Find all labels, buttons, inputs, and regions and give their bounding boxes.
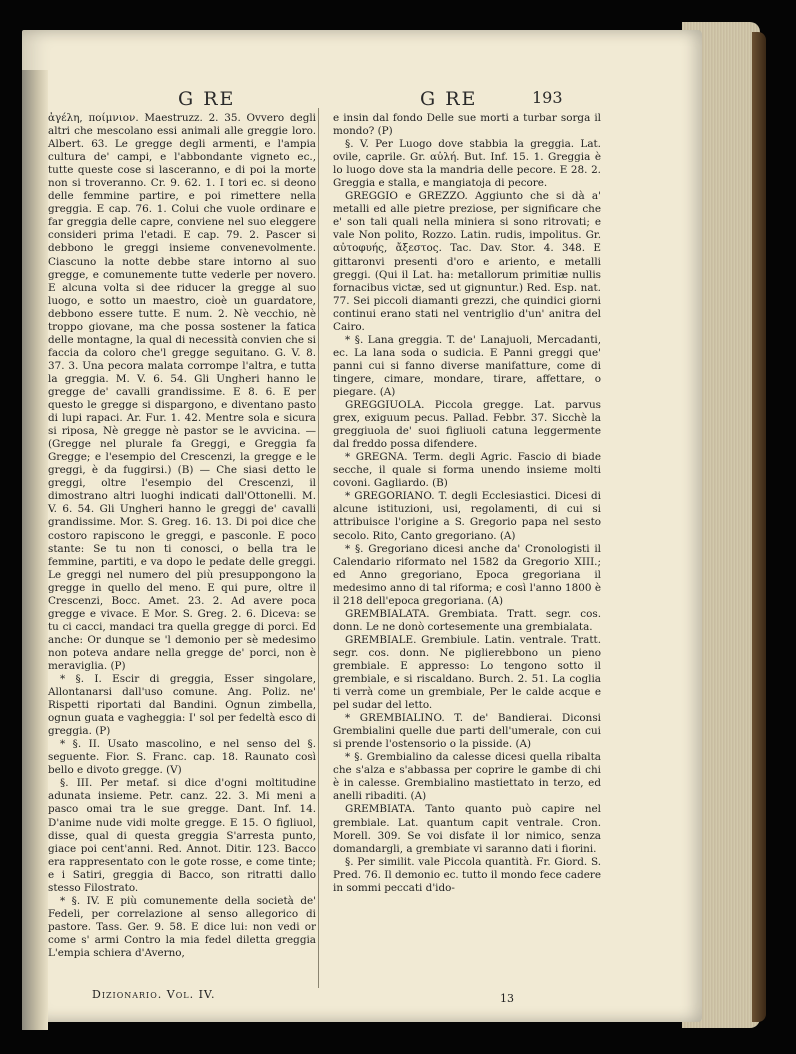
right-paragraph: GREMBIALE. Grembiule. Latin. ventrale. Tratt. segr. cos. donn. Ne piglierebbono un pieno grembiale. E appresso: Lo tengono sotto il grembiale, e si riscaldano. Burch. 2. 51. La coglia ti verrà come un grembiale, Per le calde acque e pel sudar del letto. [333,633,601,712]
right-paragraph: GREGGIO e GREZZO. Aggiunto che si dà a' metalli ed alle pietre preziose, per significare che e' son tali quali nella miniera si sono ritrovati; e vale Non polito, Rozzo. Latin. rudis, impolitus. Gr. αὐτοφυής, ἄξεστος. Tac. Dav. Stor. 4. 348. E gittaronvi presenti d'oro e ariento, e metalli greggi. (Qui il Lat. ha: metallorum primitiæ nullis fornacibus victæ, sed ut gignuntur.) Red. Esp. nat. 77. Sei piccoli diamanti grezzi, che quindici giorni continui erano stati nel ventriglio d'un' anitra del Cairo. [333,190,601,333]
left-paragraph: §. III. Per metaf. si dice d'ogni moltitudine adunata insieme. Petr. canz. 22. 3. Mi meni a pasco omai tra le sue gregge. Dant. Inf. 14. D'anime nude vidi molte gregge. E 15. O figliuol, disse, qual di questa greggia S'arresta punto, giace poi cent'anni. Red. Annot. Ditir. 123. Bacco era rappresentato con le gote rosse, e come tinte; e i Satiri, greggia di Bacco, son ritratti dallo stesso Filostrato. [48,777,316,894]
left-paragraph: ἀγέλη, ποίμνιον. Maestruzz. 2. 35. Ovvero degli altri che mescolano essi animali alle greggie loro. Albert. 63. Le gregge degli armenti, e l'ampia cultura de' campi, e l'abbondante vigneto ec., tutte queste cose si lasceranno, e di poi la morte non si troveranno. Cr. 9. 62. 1. I tori ec. si deono delle femmine partire, e poi rimettere nella greggia. E cap. 76. 1. Colui che vuole ordinare e far greggia delle capre, conviene nel suo eleggere consideri prima l'etadi. E cap. 79. 2. Pascer si debbono le greggi insieme convenevolmente. Ciascuno la notte debbe stare intorno al suo gregge, e comunemente tutte vederle per novero. E alcuna volta si dee riducer la gregge al suo luogo, e sotto un maestro, cioè un guardatore, debbono essere tutte. E num. 2. Nè vecchio, nè troppo giovane, ma che possa sostener la fatica delle montagne, la qual di necessità convien che si faccia da coloro che'l gregge seguitano. G. V. 8. 37. 3. Una pecora malata corrompe l'altra, e tutta la greggia. M. V. 6. 54. Gli Ungheri hanno le gregge de' cavalli grandissime. E 8. 6. E per questo le gregge si dispargono, e diventano pasto di lupi rapaci. Ar. Fur. 1. 42. Mentre sola e sicura si riposa, Nè gregge nè pastor se le avvicina. — (Gregge nel plurale fa Greggi, e Greggia fa Gregge; e l'esempio del Crescenzi, la gregge e le greggi, è da fuggirsi.) (B) — Che siasi detto le greggi, oltre l'esempio del Crescenzi, il dimostrano altri luoghi indicati dall'Ottonelli. M. V. 6. 54. Gli Ungheri hanno le greggi de' cavalli grandissime. Mor. S. Greg. 16. 13. Di poi dice che costoro rapiscono le greggi, e pasconle. E poco stante: Se tu non ti conosci, o bella tra le femmine, partiti, e va dopo le pedate delle greggi. Le greggi nel numero del più presuppongono la gregge in quello del meno. E qui pure, oltre il Crescenzi, Bocc. Amet. 23. 2. Ad avere poca gregge e vivace. E Mor. S. Greg. 2. 6. Diceva: se tu ci cacci, mandaci tra quella gregge di porci. Ed anche: Or dunque se 'l demonio per sè medesimo non poteva andare nella gregge de' porci, non è meraviglia. (P) [48,112,316,672]
right-paragraph: * §. Lana greggia. T. de' Lanajuoli, Mercadanti, ec. La lana soda o sudicia. E Panni greggi que' panni cui si fanno diverse manifatture, come di tingere, cimare, mondare, tirare, affettare, o piegare. (A) [333,333,601,398]
right-running-header: G RE [420,88,478,110]
right-paragraph: * §. Grembialino da calesse dicesi quella ribalta che s'alza e s'abbassa per coprire le gambe di chi è in calesse. Grembialino mastiettato in terzo, ed anelli ribaditi. (A) [333,751,601,803]
right-paragraph: * GREGORIANO. T. degli Ecclesiastici. Dicesi di alcune istituzioni, usi, regolamenti, di cui si attribuisce l'origine a S. Gregorio papa nel sesto secolo. Rito, Canto gregoriano. (A) [333,490,601,542]
right-column [333,112,601,895]
right-paragraph: e insin dal fondo Delle sue morti a turbar sorga il mondo? (P) [333,112,601,138]
footer-volume: Dizionario. Vol. IV. [92,988,216,1001]
right-paragraph: * §. Gregoriano dicesi anche da' Cronologisti il Calendario riformato nel 1582 da Gregorio XIII.; ed Anno gregoriano, Epoca gregoriana il medesimo anno di tal riforma; e così l'anno 1800 è il 218 dell'epoca gregoriana. (A) [333,542,601,607]
right-paragraph: * GREGNA. Term. degli Agric. Fascio di biade secche, il quale si forma unendo insieme molti covoni. Gagliardo. (B) [333,451,601,490]
column-rule [318,108,319,988]
left-paragraph: * §. IV. E più comunemente della società de' Fedeli, per correlazione al senso allegorico di pastore. Tass. Ger. 9. 58. E dice lui: non vedi or come s' armi Contro la mia fedel diletta greggia L'empia schiera d'Averno, [48,894,316,959]
right-paragraph: GREGGIUOLA. Piccola gregge. Lat. parvus grex, exiguum pecus. Pallad. Febbr. 37. Sicchè la greggiuola de' suoi figliuoli catuna leggermente dal freddo possa difendere. [333,399,601,451]
book-gutter [22,70,48,1030]
left-paragraph: * §. II. Usato mascolino, e nel senso del §. seguente. Fior. S. Franc. cap. 18. Raunato così bello e divoto gregge. (V) [48,738,316,777]
left-running-header: G RE [178,88,236,110]
page-number: 193 [532,88,563,107]
right-paragraph: * GREMBIALINO. T. de' Bandierai. Diconsi Grembialini quelle due parti dell'umerale, con cui si prende l'ostensorio o la pisside. (A) [333,712,601,751]
signature-mark: 13 [500,992,514,1005]
right-paragraph: §. Per similit. vale Piccola quantità. Fr. Giord. S. Pred. 76. Il demonio ec. tutto il mondo fece cadere in sommi peccati d'ido- [333,855,601,894]
right-paragraph: GREMBIATA. Tanto quanto può capire nel grembiale. Lat. quantum capit ventrale. Cron. Morell. 309. Se voi disfate il lor nimico, senza domandargli, a grembiate vi saranno dati i fiorini. [333,803,601,855]
right-paragraph: GREMBIALATA. Grembiata. Tratt. segr. cos. donn. Le ne donò cortesemente una grembialata. [333,607,601,633]
left-paragraph: * §. I. Escir di greggia, Esser singolare, Allontanarsi dall'uso comune. Ang. Poliz. ne' Rispetti riportati dal Bandini. Ognun zimbella, ognun guata e vagheggia: I' sol per fedeltà esco di greggia. (P) [48,673,316,738]
right-paragraph: §. V. Per Luogo dove stabbia la greggia. Lat. ovile, caprile. Gr. αὐλή. But. Inf. 15. 1. Greggia è lo luogo dove sta la mandria delle pecore. E 28. 2. Greggia e stalla, e mangiatoja di pecore. [333,138,601,190]
left-column [48,112,316,960]
